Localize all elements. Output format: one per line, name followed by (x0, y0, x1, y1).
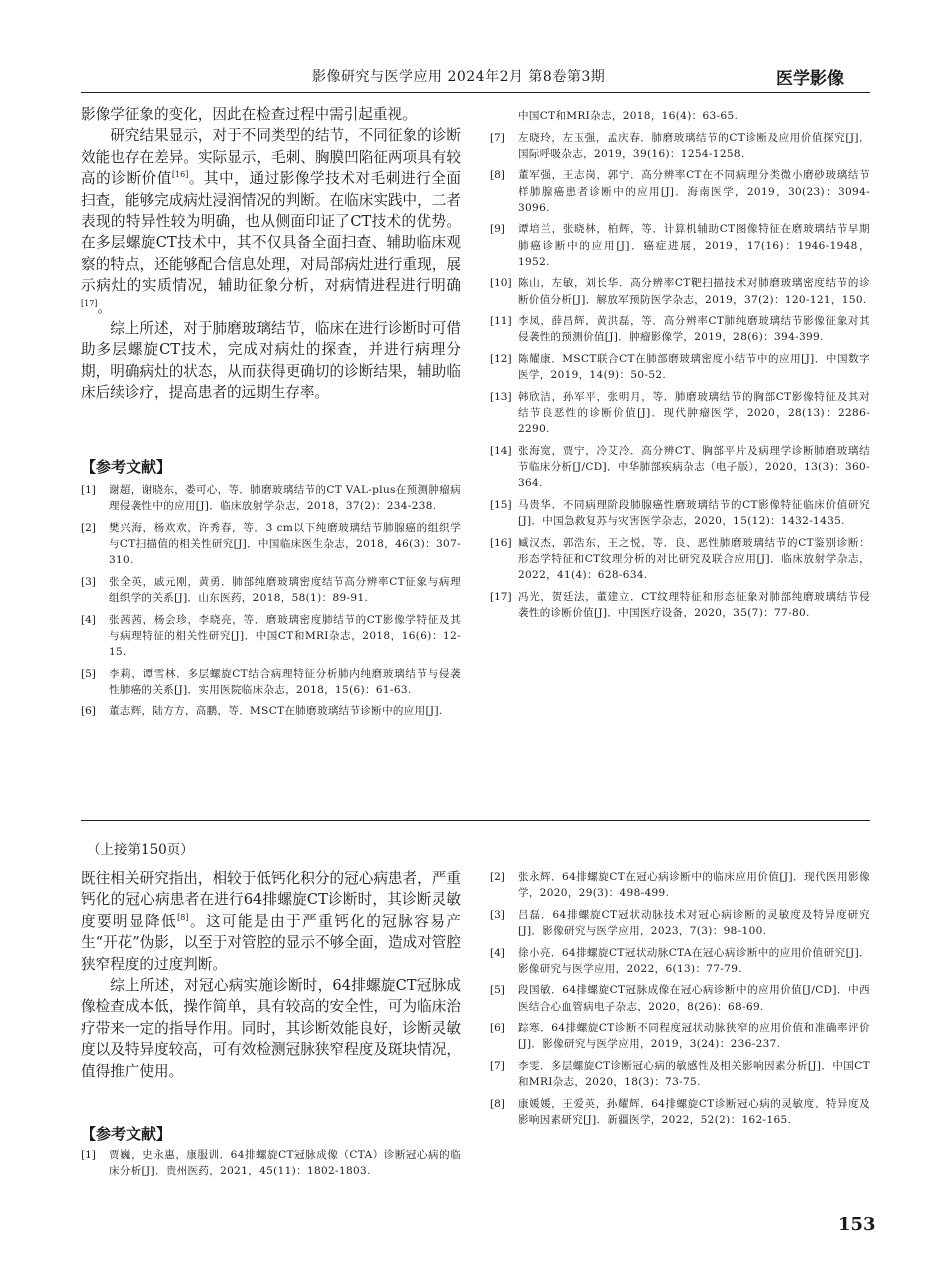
reference-item (490, 389, 870, 438)
reference-item (490, 945, 870, 977)
reference-text: 张茜茜，杨会珍，李晓亮，等．磨玻璃密度肺结节的CT影像学特征及其与病理特征的相关性研究[J]．中国CT和MRI杂志，2018，16(6)：12-15. (109, 613, 461, 658)
reference-number: [1] (81, 1149, 96, 1161)
reference-item (490, 351, 870, 383)
article2-refs-left (81, 1147, 461, 1185)
reference-number: [2] (81, 521, 96, 534)
article1-refs-right (490, 108, 870, 626)
reference-item (490, 275, 870, 307)
reference-text: 左晓玲，左玉强，孟庆春．肺磨玻璃结节的CT诊断及应用价值探究[J]．国际呼吸杂志，2019，39(16)：1254-1258. (518, 131, 870, 160)
section-title: 医学影像 (776, 69, 844, 89)
article2-refs-right (490, 869, 870, 1134)
reference-text: 臧汉杰，郭浩东，王之悦，等．良、恶性肺磨玻璃结节的CT鉴别诊断：形态学特征和CT纹理分析的对比研究及联合应用[J]．临床放射学杂志，2022，41(4)：628-634. (518, 536, 870, 581)
page-number: 153 (838, 1214, 876, 1235)
reference-number: [10] (490, 277, 512, 290)
reference-number: [4] (81, 613, 96, 626)
reference-number: [16] (490, 536, 512, 549)
reference-text: 贾巍，史永惠，康服训．64排螺旋CT冠脉成像（CTA）诊断冠心病的临床分析[J]．贵州医药，2021，45(11)：1802-1803. (109, 1149, 461, 1178)
reference-text: 谢超，谢晓东，娄可心，等．肺磨玻璃结节的CT VAL-plus在预测肿瘤病理侵袭性中的应用[J]．临床放射学杂志，2018，37(2)：234-238. (109, 484, 461, 513)
article1-para-2: 研究结果显示，对于不同类型的结节，不同征象的诊断效能也存在差异。实际显示，毛刺、胸膜凹陷征两项具有较高的诊断价值[16]。其中，通过影像学技术对毛刺进行全面扫查，能够完成病灶浸润情况的判断。在临床实践中，二者表现的特异性较为明确，也从侧面印证了CT技术的优势。在多层螺旋CT技术中，其不仅具备全面扫查、辅助临床观察的特点，还能够配合信息处理，对局部病灶进行重现，展示病灶的实质情况，辅助征象分析，对病情进程进行明确[17]。 (81, 127, 461, 316)
reference-text: 冯光，贺廷法，董建立．CT纹理特征和形态征象对肺部纯磨玻璃结节侵袭性的诊断价值[J]．中国医疗设备，2020，35(7)：77-80. (518, 590, 870, 619)
reference-item (490, 869, 870, 901)
reference-item (81, 612, 461, 661)
reference-number: [3] (81, 575, 96, 588)
reference-text: 樊兴海，杨欢欢，许秀春，等．3 cm以下纯磨玻璃结节肺腺癌的组织学与CT扫描值的相关性研究[J]．中国临床医生杂志，2018，46(3)：307-310. (109, 521, 461, 567)
reference-number: [2] (490, 871, 505, 883)
reference-item (81, 703, 461, 719)
reference-text: 张永辉．64排螺旋CT在冠心病诊断中的临床应用价值[J]．现代医用影像学，2020，29(3)：498-499. (518, 871, 870, 900)
article2-para-1: 既往相关研究指出，相较于低钙化积分的冠心病患者，严重钙化的冠心病患者在进行64排螺旋CT诊断时，其诊断灵敏度要明显降低[8]。这可能是由于严重钙化的冠脉容易产生“开花”伪影，以至于对管腔的显示不够全面，造成对管腔狭窄程度的过度判断。 (81, 870, 461, 973)
reference-number: [17] (490, 590, 512, 603)
reference-text: 张全英，戚元刚，黄勇．肺部纯磨玻璃密度结节高分辨率CT征象与病理组织学的关系[J]．山东医药，2018，58(1)：89-91. (109, 575, 461, 604)
reference-text: 李凤，薛昌辉，黄洪磊，等．高分辨率CT肺纯磨玻璃结节影像征象对其侵袭性的预测价值[J]．肿瘤影像学，2019，28(6)：394-399. (518, 315, 870, 344)
reference-item (81, 520, 461, 569)
article1-para-1: 影像学征象的变化，因此在检查过程中需引起重视。 (81, 106, 417, 123)
reference-item (81, 1147, 461, 1179)
reference-text: 韩欣洁，孙军平，张明月，等．肺磨玻璃结节的胸部CT影像特征及其对结节良恶性的诊断价值[J]．现代肿瘤医学，2020，28(13)：2286-2290. (518, 390, 870, 436)
article2-refs-heading: 【参考文献】 (81, 1125, 172, 1143)
journal-header: 影像研究与医学应用 2024年2月 第8卷第3期 (312, 69, 606, 85)
reference-continued: 中国CT和MRI杂志，2018，16(4)：63-65. (518, 110, 739, 122)
reference-text: 陈耀康．MSCT联合CT在肺部磨玻璃密度小结节中的应用[J]．中国数字医学，2019，14(9)：50-52. (518, 352, 870, 382)
reference-item (490, 535, 870, 584)
reference-number: [9] (490, 223, 505, 236)
reference-number: [7] (490, 1059, 505, 1072)
reference-number: [6] (81, 705, 96, 718)
reference-number: [6] (490, 1022, 505, 1035)
reference-item (490, 1096, 870, 1128)
continued-from-label: （上接第150页） (87, 842, 194, 858)
reference-number: [8] (490, 169, 505, 182)
reference-item (490, 221, 870, 270)
reference-number: [13] (490, 390, 512, 403)
reference-number: [1] (81, 484, 96, 496)
reference-number: [8] (490, 1097, 505, 1110)
reference-item (490, 1058, 870, 1090)
reference-item (81, 666, 461, 698)
reference-text: 吕磊．64排螺旋CT冠状动脉技术对冠心病诊断的灵敏度及特异度研究[J]．影像研究与医学应用，2023，7(3)：98-100. (518, 908, 870, 937)
article2-body (81, 868, 461, 1082)
reference-text: 徐小亮．64排螺旋CT冠状动脉CTA在冠心病诊断中的应用价值研究[J]．影像研究与医学应用，2022，6(13)：77-79. (518, 946, 870, 975)
reference-text: 董军强，王志岗，郭宁．高分辨率CT在不同病理分类微小磨砂玻璃结节样肺腺癌患者诊断中的应用[J]．海南医学，2019，30(23)：3094-3096. (518, 169, 870, 214)
article1-refs-left (81, 482, 461, 725)
reference-item (490, 313, 870, 345)
reference-number: [5] (490, 984, 505, 997)
article1-body (81, 104, 461, 404)
reference-item (490, 907, 870, 939)
reference-item (490, 167, 870, 216)
reference-text: 踪寒．64排螺旋CT诊断不同程度冠状动脉狭窄的应用价值和准确率评价[J]．影像研究与医学应用，2019，3(24)：236-237. (518, 1022, 870, 1051)
reference-number: [3] (490, 908, 505, 921)
reference-item (81, 574, 461, 606)
reference-text: 陈山，左敏，刘长华．高分辨率CT靶扫描技术对肺磨玻璃密度结节的诊断价值分析[J]．解放军预防医学杂志，2019，37(2)：120-121，150. (518, 277, 870, 306)
article1-refs-heading: 【参考文献】 (81, 458, 172, 476)
reference-number: [7] (490, 131, 505, 144)
reference-text: 李雯．多层螺旋CT诊断冠心病的敏感性及相关影响因素分析[J]．中国CT和MRI杂志，2020，18(3)：73-75. (518, 1059, 870, 1089)
reference-text: 段国敏．64排螺旋CT冠脉成像在冠心病诊断中的应用价值[J/CD]．中西医结合心血管病电子杂志，2020，8(26)：68-69. (518, 984, 870, 1013)
header-rule (81, 92, 870, 93)
reference-number: [4] (490, 946, 505, 959)
reference-text: 张海宽，贾宁，冷艾冷．高分辨CT、胸部平片及病理学诊断肺磨玻璃结节临床分析[J/CD]．中华肺部疾病杂志（电子版），2020，13(3)：360-364. (518, 444, 870, 490)
reference-item (490, 982, 870, 1014)
reference-item (81, 482, 461, 514)
reference-text: 董志辉，陆方方，高鹏，等．MSCT在肺磨玻璃结节诊断中的应用[J]. (109, 705, 443, 718)
article1-para-3: 综上所述，对于肺磨玻璃结节，临床在进行诊断时可借助多层螺旋CT技术，完成对病灶的探查，并进行病理分期，明确病灶的状态，从而获得更确切的诊断结果，辅助临床后续诊疗，提高患者的远期生存率。 (81, 320, 461, 402)
reference-text: 李莉，谭雪林．多层螺旋CT结合病理特征分析肺内纯磨玻璃结节与侵袭性肺癌的关系[J]．实用医院临床杂志，2018，15(6)：61-63. (109, 667, 461, 696)
reference-text: 康媛媛，王爱英，孙耀辉．64排螺旋CT诊断冠心病的灵敏度、特异度及影响因素研究[J]．新疆医学，2022，52(2)：162-165. (518, 1097, 870, 1126)
reference-text: 马贵华．不同病理阶段肺腺癌性磨玻璃结节的CT影像特征临床价值研究[J]．中国急救复苏与灾害医学杂志，2020，15(12)：1432-1435. (518, 498, 870, 527)
reference-item (490, 1020, 870, 1052)
article-divider (81, 820, 870, 821)
reference-item (490, 443, 870, 492)
reference-item (490, 130, 870, 162)
reference-number: [14] (490, 444, 512, 457)
reference-item (490, 589, 870, 621)
reference-number: [15] (490, 498, 512, 511)
reference-text: 谭培兰，张晓林，柏辉，等．计算机辅助CT图像特征在磨玻璃结节早期肺癌诊断中的应用[J]．癌症进展，2019，17(16)：1946-1948，1952. (518, 223, 870, 268)
reference-number: [12] (490, 352, 512, 365)
reference-number: [11] (490, 315, 512, 328)
reference-number: [5] (81, 667, 96, 680)
article2-para-2: 综上所述，对冠心病实施诊断时，64排螺旋CT冠脉成像检查成本低，操作简单，具有较高的安全性，可为临床治疗带来一定的指导作用。同时，其诊断效能良好，诊断灵敏度以及特异度较高，可有效检测冠脉狭窄程度及斑块情况，值得推广使用。 (81, 977, 461, 1080)
reference-item (490, 497, 870, 529)
